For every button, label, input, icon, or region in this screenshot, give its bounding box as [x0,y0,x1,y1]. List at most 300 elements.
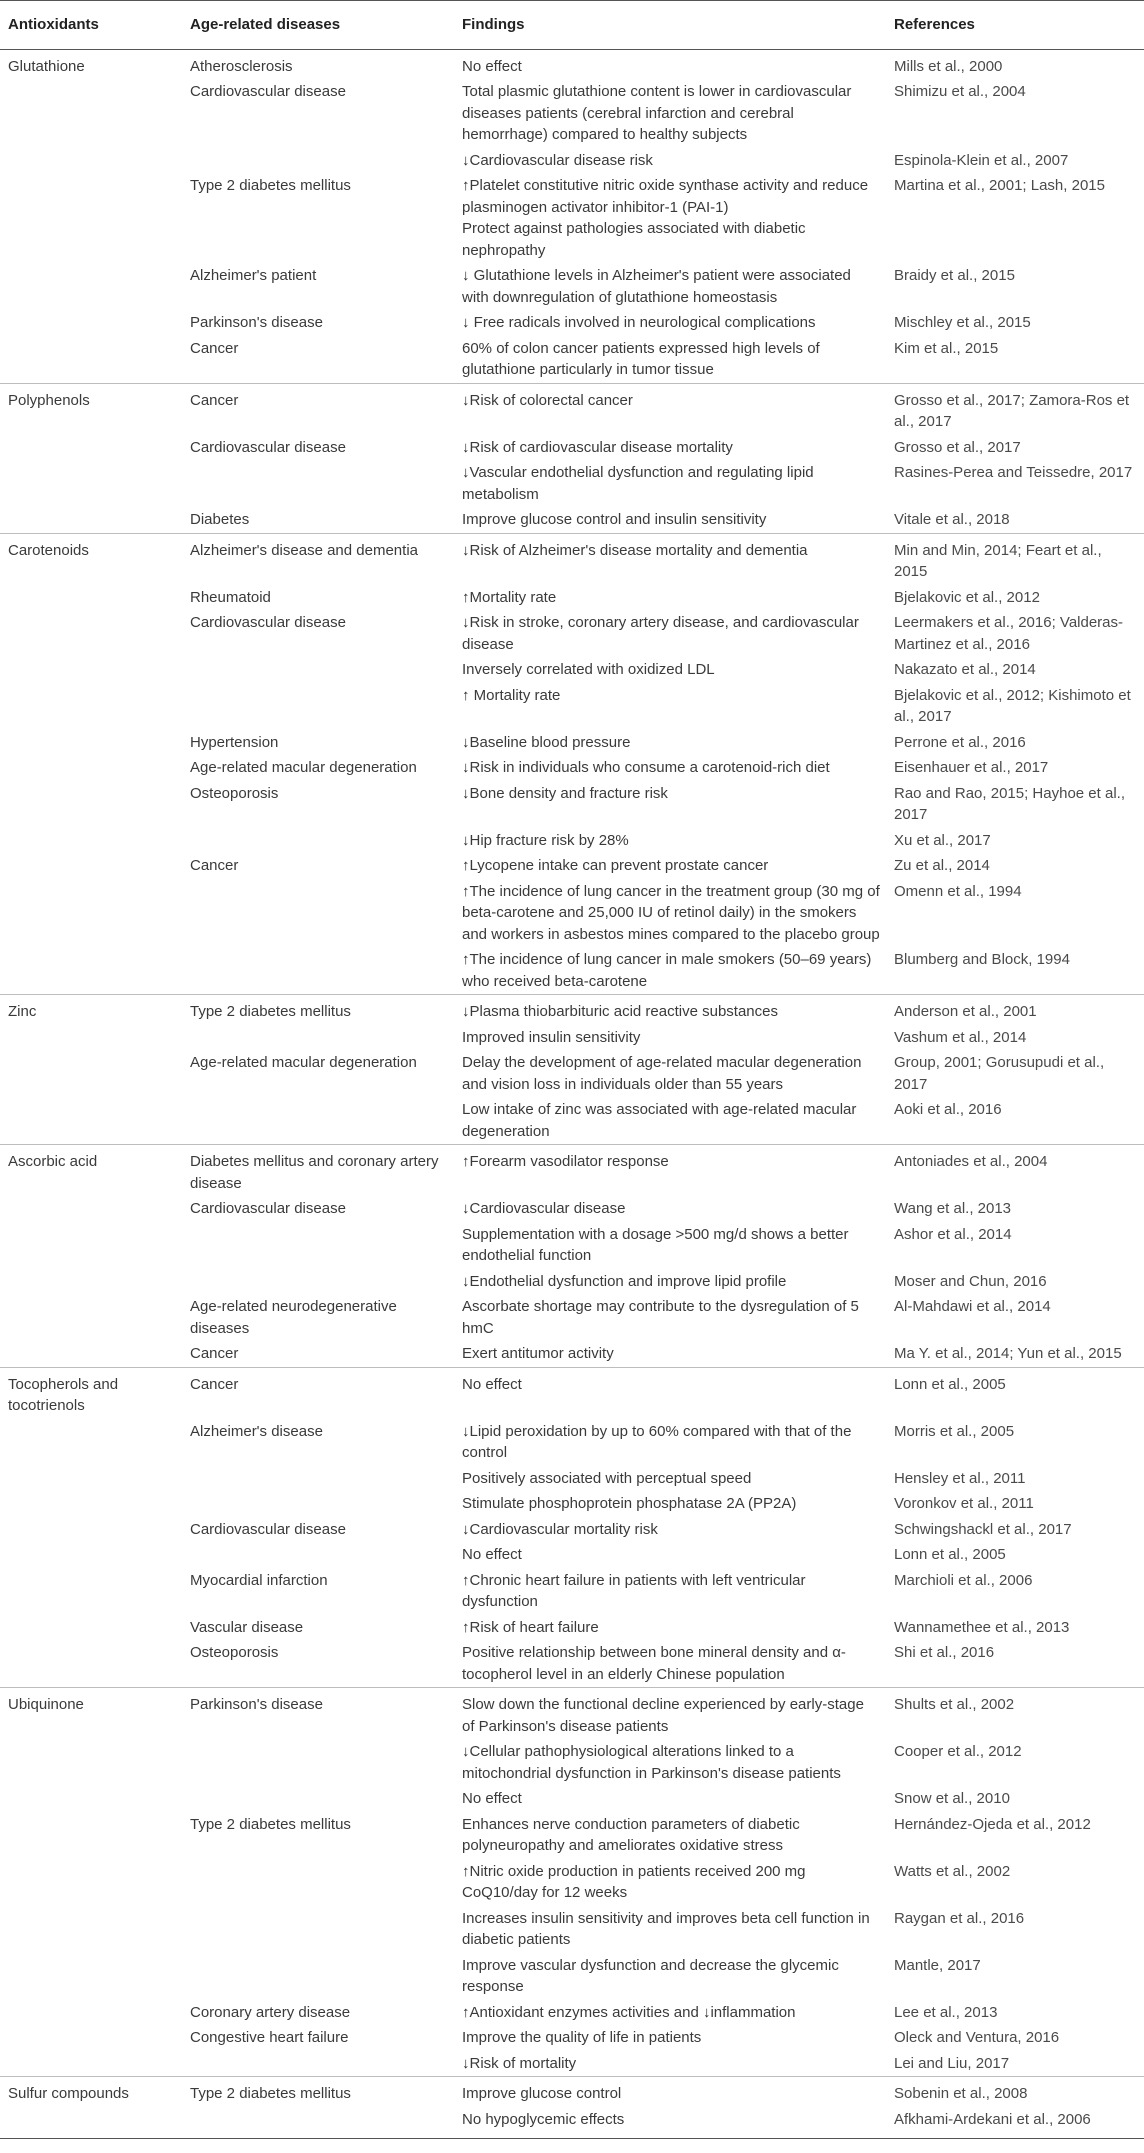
cell-finding: No effect [462,57,522,75]
table-row [0,2107,1144,2139]
cell-antioxidant [0,1640,182,1688]
cell-disease [182,1859,454,1906]
cell-finding: Increases insulin sensitivity and improves beta cell function in diabetic patients [462,1909,870,1948]
table-row [0,1145,1144,1197]
cell-antioxidant [0,173,182,263]
cell-reference: Ashor et al., 2014 [894,1225,1012,1243]
cell-reference: Mantle, 2017 [894,1956,981,1974]
cell-finding: Delay the development of age-related macular degeneration and vision loss in individuals older than 55 years [462,1054,862,1093]
cell-disease [182,148,454,174]
cell-antioxidant: Sulfur compounds [0,2077,182,2107]
cell-antioxidant [0,435,182,461]
arrow-up-icon: ↑ [462,1571,470,1589]
cell-antioxidant [0,585,182,611]
cell-antioxidant [0,1812,182,1859]
cell-reference: Nakazato et al., 2014 [894,661,1036,678]
arrow-down-icon: ↓ [462,541,470,559]
cell-antioxidant [0,1294,182,1341]
cell-antioxidant [0,683,182,730]
cell-disease: Age-related macular degeneration [190,1054,417,1071]
header-age-related-diseases: Age-related diseases [182,1,454,50]
cell-finding: ↑Lycopene intake can prevent prostate cancer [462,857,769,874]
cell-disease: Myocardial infarction [190,1571,328,1589]
cell-reference: Xu et al., 2017 [894,831,991,849]
cell-reference: Cooper et al., 2012 [894,1743,1022,1760]
cell-finding: Improve vascular dysfunction and decrease the glycemic response [462,1956,839,1995]
arrow-down-icon: ↓ [462,784,470,802]
table-row [0,683,1144,730]
cell-antioxidant [0,1050,182,1097]
cell-finding: ↓Endothelial dysfunction and improve lipid profile [462,1272,787,1290]
cell-finding: ↓Cardiovascular disease risk [462,151,653,169]
cell-finding: Exert antitumor activity [462,1345,614,1362]
cell-finding: ↓Risk of mortality [462,2054,577,2072]
table-row [0,610,1144,657]
table-row [0,755,1144,781]
cell-reference: Martina et al., 2001; Lash, 2015 [894,177,1105,194]
cell-finding: Positively associated with perceptual speed [462,1469,752,1487]
table-row [0,1517,1144,1543]
table-row [0,383,1144,435]
arrow-down-icon: ↓ [462,151,470,169]
cell-reference: Ma Y. et al., 2014; Yun et al., 2015 [894,1345,1122,1362]
cell-reference: Grosso et al., 2017; Zamora-Ros et al., 2017 [886,383,1144,435]
cell-disease: Atherosclerosis [190,57,293,75]
arrow-down-icon: ↓ [702,2003,711,2021]
cell-disease [182,828,454,854]
cell-antioxidant [0,610,182,657]
cell-reference: Grosso et al., 2017 [894,438,1021,456]
cell-disease [182,1025,454,1051]
cell-reference: Bjelakovic et al., 2012 [894,588,1040,606]
cell-antioxidant [0,1615,182,1641]
cell-antioxidant [0,507,182,533]
table-row [0,1688,1144,1740]
cell-finding: ↑Mortality rate [462,588,557,606]
cell-disease [182,1466,454,1492]
arrow-down-icon: ↓ [462,614,470,631]
cell-finding: ↓Risk of colorectal cancer [454,383,886,435]
cell-disease [182,683,454,730]
cell-finding: ↓ Free radicals involved in neurological complications [462,314,816,331]
cell-finding: ↓Risk of Alzheimer's disease mortality and dementia [454,533,886,585]
cell-antioxidant: Tocopherols and tocotrienols [0,1367,182,1419]
cell-reference: Afkhami-Ardekani et al., 2006 [886,2107,1144,2139]
table-row [0,828,1144,854]
cell-reference: Rasines-Perea and Teissedre, 2017 [894,464,1133,481]
table-row [0,1097,1144,1145]
cell-reference: Anderson et al., 2001 [886,995,1144,1025]
cell-antioxidant [0,1859,182,1906]
cell-finding: Supplementation with a dosage >500 mg/d shows a better endothelial function [462,1225,849,1264]
cell-antioxidant: Zinc [0,995,182,1025]
cell-finding: Total plasmic glutathione content is lower in cardiovascular diseases patients (cerebral infarction and cerebral hemorrhage) compared to healthy subjects [462,83,852,143]
cell-finding: ↓Hip fracture risk by 28% [462,831,629,849]
arrow-up-icon: ↑ [462,177,470,194]
cell-disease: Osteoporosis [190,784,279,802]
cell-reference: Wannamethee et al., 2013 [894,1618,1070,1636]
cell-antioxidant [0,730,182,756]
cell-finding: No effect [454,1367,886,1419]
cell-reference: Rao and Rao, 2015; Hayhoe et al., 2017 [894,784,1125,823]
table-row [0,1419,1144,1466]
cell-antioxidant [0,1517,182,1543]
arrow-up-icon: ↑ [462,1862,470,1880]
table-row [0,1615,1144,1641]
cell-antioxidant [0,879,182,948]
table-row [0,1050,1144,1097]
table-row [0,585,1144,611]
cell-finding: ↓Bone density and fracture risk [462,784,668,802]
cell-disease [182,1542,454,1568]
table-row [0,1786,1144,1812]
cell-reference: Raygan et al., 2016 [894,1909,1025,1927]
table-row [0,310,1144,336]
table-row [0,995,1144,1025]
cell-reference: Mills et al., 2000 [894,57,1003,75]
cell-antioxidant [0,828,182,854]
cell-disease [182,2107,454,2139]
cell-disease: Type 2 diabetes mellitus [190,1815,351,1833]
cell-finding: Slow down the functional decline experienced by early-stage of Parkinson's disease patients [454,1688,886,1740]
cell-antioxidant [0,79,182,148]
cell-reference: Zu et al., 2014 [894,857,990,874]
cell-antioxidant [0,657,182,683]
cell-reference: Lei and Liu, 2017 [894,2054,1010,2072]
cell-disease: Alzheimer's patient [190,267,317,284]
header-row [0,1,1144,50]
arrow-up-icon: ↑ [462,686,470,704]
cell-finding: ↓ Glutathione levels in Alzheimer's patient were associated with downregulation of glutathione homeostasis [462,267,851,306]
cell-reference: Eisenhauer et al., 2017 [894,759,1049,776]
cell-disease: Diabetes mellitus and coronary artery disease [182,1145,454,1197]
header-findings: Findings [454,1,886,50]
cell-disease: Coronary artery disease [190,2003,351,2021]
cell-finding: ↓Risk in stroke, coronary artery disease, and cardiovascular disease [462,614,859,653]
arrow-down-icon: ↓ [462,759,470,776]
cell-disease [182,1786,454,1812]
cell-disease [182,1953,454,2000]
cell-reference: Lonn et al., 2005 [894,1546,1006,1563]
cell-reference: Omenn et al., 1994 [894,882,1022,900]
cell-antioxidant: Ubiquinone [0,1688,182,1740]
table-row [0,263,1144,310]
cell-finding: Enhances nerve conduction parameters of diabetic polyneuropathy and ameliorates oxidative stress [462,1815,800,1854]
cell-reference: Oleck and Ventura, 2016 [894,2029,1060,2046]
cell-disease: Cancer [182,383,454,435]
cell-disease: Diabetes [190,511,250,528]
cell-antioxidant [0,2107,182,2139]
cell-reference: Group, 2001; Gorusupudi et al., 2017 [894,1054,1105,1093]
cell-finding: ↓Vascular endothelial dysfunction and regulating lipid metabolism [462,464,814,503]
header-antioxidants: Antioxidants [0,1,182,50]
cell-disease: Cancer [182,1367,454,1419]
table-row [0,947,1144,995]
arrow-up-icon: ↑ [462,951,470,968]
header-references: References [886,1,1144,50]
table-row [0,1222,1144,1269]
table-row [0,1859,1144,1906]
cell-finding: Positive relationship between bone mineral density and α-tocopherol level in an elderly Chinese population [462,1644,846,1683]
cell-reference: Shults et al., 2002 [886,1688,1144,1740]
cell-finding: Low intake of zinc was associated with age-related macular degeneration [462,1101,857,1140]
cell-antioxidant [0,2051,182,2077]
cell-antioxidant [0,1419,182,1466]
table-row [0,730,1144,756]
cell-antioxidant [0,1906,182,1953]
table-row [0,1739,1144,1786]
cell-reference: Min and Min, 2014; Feart et al., 2015 [886,533,1144,585]
cell-antioxidant [0,1341,182,1367]
arrow-up-icon: ↑ [462,857,470,874]
cell-finding: ↓Cardiovascular disease [462,1200,626,1217]
cell-disease [182,1906,454,1953]
cell-finding: No effect [462,1546,522,1563]
cell-finding: ↑Platelet constitutive nitric oxide synthase activity and reduce plasminogen activator inhibitor-1 (PAI-1) Protect against pathologies associated with diabetic nephropathy [462,177,869,259]
arrow-down-icon: ↓ [462,1520,470,1538]
cell-antioxidant: Ascorbic acid [0,1145,182,1197]
cell-reference: Hernández-Ojeda et al., 2012 [894,1815,1091,1833]
cell-disease: Hypertension [190,733,279,751]
cell-disease: Age-related neurodegenerative diseases [190,1298,397,1337]
table-row [0,148,1144,174]
cell-reference: Mischley et al., 2015 [894,314,1031,331]
cell-finding: ↑The incidence of lung cancer in the treatment group (30 mg of beta-carotene and 25,000 IU of retinol daily) in the smokers and workers in asbestos mines compared to the placebo group [462,882,880,943]
cell-finding: Improve glucose control and insulin sensitivity [462,511,767,528]
cell-finding: No effect [462,1790,522,1807]
cell-disease [182,657,454,683]
table-row [0,1025,1144,1051]
table-row [0,1542,1144,1568]
cell-reference: Perrone et al., 2016 [894,733,1026,751]
cell-disease: Alzheimer's disease and dementia [182,533,454,585]
cell-disease: Congestive heart failure [190,2029,349,2046]
cell-reference: Voronkov et al., 2011 [894,1495,1034,1512]
cell-finding: 60% of colon cancer patients expressed high levels of glutathione particularly in tumor tissue [462,339,820,378]
cell-antioxidant [0,1222,182,1269]
cell-finding: Improve the quality of life in patients [462,2029,702,2046]
cell-antioxidant [0,1542,182,1568]
table-row [0,657,1144,683]
cell-reference: Shimizu et al., 2004 [894,83,1026,100]
cell-antioxidant [0,1196,182,1222]
cell-disease: Osteoporosis [190,1644,279,1661]
arrow-down-icon: ↓ [462,1003,470,1020]
arrow-down-icon: ↓ [462,464,470,481]
cell-antioxidant [0,1786,182,1812]
cell-reference: Sobenin et al., 2008 [886,2077,1144,2107]
cell-reference: Vashum et al., 2014 [894,1028,1027,1046]
cell-finding: Improve glucose control [454,2077,886,2107]
cell-reference: Shi et al., 2016 [894,1644,995,1661]
cell-reference: Espinola-Klein et al., 2007 [894,151,1069,169]
cell-reference: Blumberg and Block, 1994 [894,951,1070,968]
table-row [0,435,1144,461]
cell-disease [182,1222,454,1269]
table-row [0,49,1144,79]
table-row [0,460,1144,507]
cell-finding: ↓Cardiovascular mortality risk [462,1520,658,1538]
cell-disease: Cancer [190,1345,239,1362]
cell-antioxidant [0,1025,182,1051]
arrow-down-icon: ↓ [462,267,470,284]
arrow-down-icon: ↓ [462,1422,470,1440]
arrow-down-icon: ↓ [462,2054,470,2072]
cell-disease: Cardiovascular disease [190,614,346,631]
cell-finding: ↓Plasma thiobarbituric acid reactive substances [454,995,886,1025]
cell-disease: Type 2 diabetes mellitus [182,995,454,1025]
cell-antioxidant [0,2025,182,2051]
cell-finding: ↑Antioxidant enzymes activities and ↓inflammation [462,2003,796,2021]
table-body [0,49,1144,2139]
arrow-down-icon: ↓ [462,438,470,456]
cell-finding: ↓Baseline blood pressure [462,733,631,751]
cell-reference: Kim et al., 2015 [894,339,999,357]
cell-disease: Age-related macular degeneration [190,759,417,776]
cell-finding: ↑Risk of heart failure [462,1618,599,1636]
cell-reference: Braidy et al., 2015 [894,267,1015,284]
cell-disease: Cardiovascular disease [190,1520,346,1538]
cell-finding: No hypoglycemic effects [454,2107,886,2139]
table-row [0,1640,1144,1688]
cell-reference: Marchioli et al., 2006 [894,1571,1033,1589]
cell-finding: ↓Lipid peroxidation by up to 60% compared with that of the control [462,1422,852,1461]
cell-finding: Stimulate phosphoprotein phosphatase 2A (PP2A) [462,1495,797,1512]
cell-disease [182,879,454,948]
cell-disease: Cardiovascular disease [190,1200,346,1217]
cell-disease: Cancer [190,339,239,357]
table-row [0,1906,1144,1953]
cell-disease: Cardiovascular disease [190,83,346,100]
cell-disease [182,2051,454,2077]
cell-antioxidant [0,1953,182,2000]
cell-antioxidant [0,1739,182,1786]
cell-disease: Vascular disease [190,1618,304,1636]
cell-disease: Type 2 diabetes mellitus [190,177,351,194]
arrow-up-icon: ↑ [462,588,470,606]
cell-antioxidant [0,1568,182,1615]
arrow-down-icon: ↓ [462,1743,470,1760]
arrow-down-icon: ↓ [462,1272,470,1290]
cell-disease: Cardiovascular disease [190,438,346,456]
table-row [0,1269,1144,1295]
cell-antioxidant [0,1491,182,1517]
cell-disease [182,1269,454,1295]
arrow-up-icon: ↑ [462,1618,470,1636]
cell-antioxidant [0,263,182,310]
cell-reference: Morris et al., 2005 [894,1422,1015,1440]
cell-antioxidant: Glutathione [8,57,85,75]
table-row [0,853,1144,879]
cell-antioxidant [0,755,182,781]
cell-antioxidant: Carotenoids [0,533,182,585]
arrow-up-icon: ↑ [462,882,470,900]
cell-disease: Cancer [190,857,239,874]
arrow-down-icon: ↓ [462,733,470,751]
table-row [0,1341,1144,1367]
cell-reference: Aoki et al., 2016 [894,1101,1002,1118]
cell-disease: Alzheimer's disease [190,1422,323,1440]
cell-antioxidant [0,310,182,336]
cell-disease: Type 2 diabetes mellitus [182,2077,454,2107]
table-row [0,1491,1144,1517]
cell-reference: Al-Mahdawi et al., 2014 [894,1298,1051,1315]
table-row [0,79,1144,148]
cell-reference: Snow et al., 2010 [894,1790,1010,1807]
table-row [0,507,1144,533]
arrow-up-icon: ↑ [462,2003,470,2021]
cell-reference: Bjelakovic et al., 2012; Kishimoto et al., 2017 [894,686,1131,725]
cell-antioxidant [0,2000,182,2026]
cell-finding: ↑Chronic heart failure in patients with left ventricular dysfunction [462,1571,806,1610]
cell-disease [182,947,454,995]
cell-disease [182,1491,454,1517]
cell-finding: ↑The incidence of lung cancer in male smokers (50–69 years) who received beta-carotene [462,951,872,990]
cell-antioxidant [0,781,182,828]
cell-finding: ↑Nitric oxide production in patients received 200 mg CoQ10/day for 12 weeks [462,1862,806,1901]
arrow-down-icon: ↓ [462,391,470,409]
cell-reference: Vitale et al., 2018 [894,511,1010,528]
arrow-up-icon: ↑ [462,1153,470,1170]
cell-reference: Antoniades et al., 2004 [886,1145,1144,1197]
table-row [0,1812,1144,1859]
table-row [0,1568,1144,1615]
cell-reference: Hensley et al., 2011 [894,1469,1026,1487]
cell-finding: ↓Cellular pathophysiological alterations linked to a mitochondrial dysfunction in Parkinson's disease patients [462,1743,841,1782]
cell-reference: Leermakers et al., 2016; Valderas-Martinez et al., 2016 [894,614,1124,653]
cell-reference: Lonn et al., 2005 [886,1367,1144,1419]
cell-finding: ↑Forearm vasodilator response [454,1145,886,1197]
table-row [0,533,1144,585]
cell-antioxidant [0,1097,182,1145]
cell-antioxidant: Polyphenols [0,383,182,435]
table-row [0,1294,1144,1341]
table-row [0,336,1144,384]
cell-disease: Parkinson's disease [182,1688,454,1740]
table-row [0,1953,1144,2000]
cell-antioxidant [0,853,182,879]
arrow-down-icon: ↓ [462,1200,470,1217]
cell-disease: Rheumatoid [190,588,271,606]
table-row [0,1367,1144,1419]
cell-antioxidant [0,460,182,507]
cell-disease [182,1739,454,1786]
cell-reference: Schwingshackl et al., 2017 [894,1520,1072,1538]
table-header [0,1,1144,50]
cell-reference: Wang et al., 2013 [894,1200,1012,1217]
table-row [0,781,1144,828]
cell-antioxidant [0,148,182,174]
arrow-down-icon: ↓ [462,831,470,849]
cell-antioxidant [0,1269,182,1295]
cell-reference: Watts et al., 2002 [894,1862,1011,1880]
cell-disease [182,1097,454,1145]
table-row [0,1196,1144,1222]
table-row [0,2025,1144,2051]
cell-reference: Lee et al., 2013 [894,2003,998,2021]
cell-disease [182,460,454,507]
cell-antioxidant [0,336,182,384]
table-row [0,879,1144,948]
cell-antioxidant [0,947,182,995]
table-row [0,2077,1144,2107]
cell-finding: ↑ Mortality rate [462,686,561,704]
cell-antioxidant [0,1466,182,1492]
table-row [0,1466,1144,1492]
cell-finding: ↓Risk in individuals who consume a carotenoid-rich diet [462,759,830,776]
table-row [0,2051,1144,2077]
cell-finding: Improved insulin sensitivity [462,1028,641,1046]
